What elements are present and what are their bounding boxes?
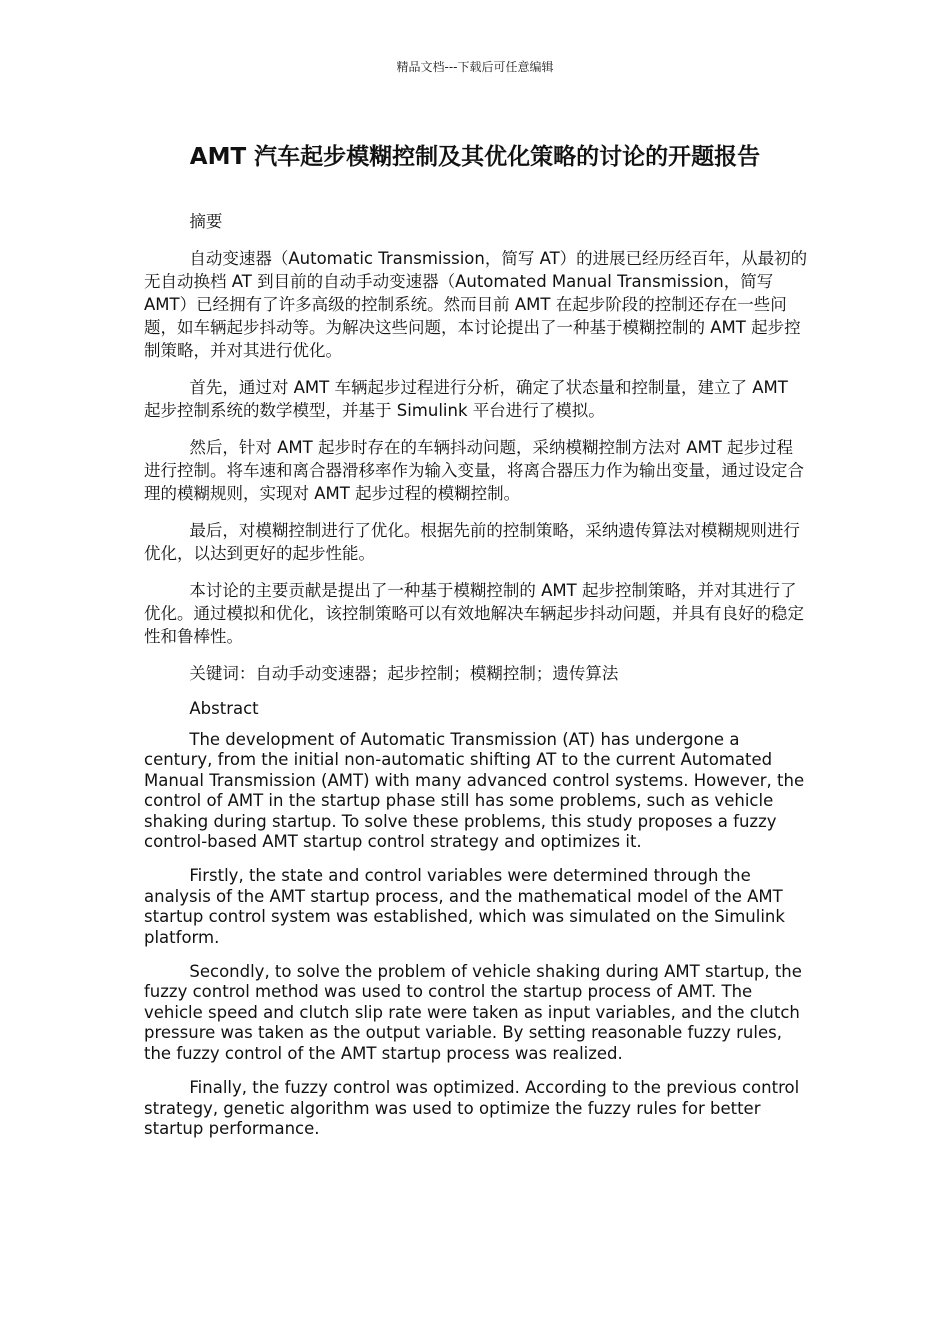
document-body	[144, 210, 808, 1139]
abstract-en-heading: Abstract	[189, 699, 259, 718]
abstract-cn-paragraph-5: 本讨论的主要贡献是提出了一种基于模糊控制的 AMT 起步控制策略，并对其进行了优化。通过模拟和优化，该控制策略可以有效地解决车辆起步抖动问题，并具有良好的稳定性和鲁棒性。	[144, 581, 804, 646]
abstract-en-paragraph-2: Firstly, the state and control variables were determined through the analysis of the AMT startup process, and the mathematical model of the AMT startup control system was established, which was simulated on the Simulink platform.	[144, 866, 785, 947]
abstract-en-paragraph-1: The development of Automatic Transmission (AT) has undergone a century, from the initial non-automatic shifting AT to the current Automated Manual Transmission (AMT) with many advanced control systems. However, the control of AMT in the startup phase still has some problems, such as vehicle shaking during startup. To solve these problems, this study proposes a fuzzy control-based AMT startup control strategy and optimizes it.	[144, 730, 805, 852]
keywords-cn: 关键词：自动手动变速器；起步控制；模糊控制；遗传算法	[189, 664, 619, 683]
abstract-en-paragraph-3: Secondly, to solve the problem of vehicle shaking during AMT startup, the fuzzy control method was used to control the startup process of AMT. The vehicle speed and clutch slip rate were taken as input variables, and the clutch pressure was taken as the output variable. By setting reasonable fuzzy rules, the fuzzy control of the AMT startup process was realized.	[144, 962, 802, 1063]
abstract-cn-paragraph-3: 然后，针对 AMT 起步时存在的车辆抖动问题，采纳模糊控制方法对 AMT 起步过程进行控制。将车速和离合器滑移率作为输入变量，将离合器压力作为输出变量，通过设定合理的模糊规则，实现对 AMT 起步过程的模糊控制。	[144, 438, 804, 503]
abstract-cn-paragraph-2: 首先，通过对 AMT 车辆起步过程进行分析，确定了状态量和控制量，建立了 AMT 起步控制系统的数学模型，并基于 Simulink 平台进行了模拟。	[144, 378, 788, 420]
document-title: AMT 汽车起步模糊控制及其优化策略的讨论的开题报告	[189, 144, 761, 170]
abstract-cn-heading: 摘要	[189, 212, 223, 231]
abstract-en-paragraph-4: Finally, the fuzzy control was optimized. According to the previous control strategy, genetic algorithm was used to optimize the fuzzy rules for better startup performance.	[144, 1078, 800, 1138]
abstract-cn-paragraph-1: 自动变速器（Automatic Transmission，简写 AT）的进展已经历经百年，从最初的无自动换档 AT 到目前的自动手动变速器（Automated Manual Transmission，简写 AMT）已经拥有了许多高级的控制系统。然而目前 AMT 在起步阶段的控制还存在一些问题，如车辆起步抖动等。为解决这些问题，本讨论提出了一种基于模糊控制的 AMT 起步控制策略，并对其进行优化。	[144, 249, 808, 360]
header-note: 精品文档---下载后可任意编辑	[396, 60, 554, 74]
abstract-cn-paragraph-4: 最后，对模糊控制进行了优化。根据先前的控制策略，采纳遗传算法对模糊规则进行优化，以达到更好的起步性能。	[144, 521, 800, 563]
